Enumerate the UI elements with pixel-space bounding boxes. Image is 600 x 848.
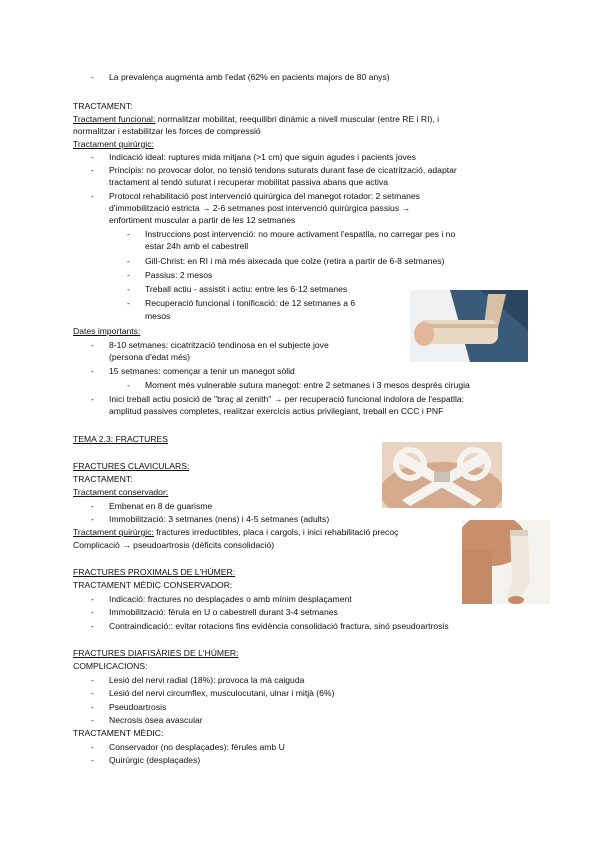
dash: - (91, 191, 94, 201)
clav-quir-label: Tractament quirúrgic: (73, 527, 154, 537)
clav-heading: FRACTURES CLAVICULARS: (73, 461, 190, 471)
dash: - (127, 270, 130, 280)
dash: - (91, 702, 94, 712)
clav-conservador-label: Tractament conservador: (73, 487, 169, 497)
list-item: d'immobilització estricta → 2-6 setmanes post intervenció quirúrgica passius → (109, 203, 411, 213)
dates-label: Dates importants: (73, 326, 141, 336)
list-item: tractament al tendó suturat i recuperar mobilitat passiva abans que activa (109, 177, 388, 187)
dash: - (91, 742, 94, 752)
arm-sling-photo (410, 290, 528, 362)
u-splint-photo (462, 520, 550, 604)
dash: - (91, 621, 94, 631)
list-item: Lesió del nervi radial (18%): provoca la mà caiguda (109, 675, 305, 685)
list-item: Protocol rehabilitació post intervenció quirúrgica del manegot rotador: 2 setmanes (109, 191, 420, 201)
prox-heading: FRACTURES PROXIMALS DE L'HÚMER: (73, 567, 236, 577)
list-item: enfortiment muscular a partir de les 12 setmanes (109, 215, 296, 225)
funcional-text: normalitzar mobilitat, reequilibri dinàmic a nivell muscular (entre RE i RI), i (155, 114, 440, 124)
diaf-heading: FRACTURES DIAFISÀRIES DE L'HÚMER: (73, 648, 239, 658)
dash: - (91, 715, 94, 725)
funcional-text-2: normalitzar i estabilitzar les forces de compressió (73, 126, 261, 136)
list-item: Inici treball actiu posició de "braç al zenith" → per recuperació funcional indolora de l'espatlla: (109, 394, 465, 404)
clav-quir-line (73, 527, 398, 538)
list-item: Conservador (no desplaçades): fèrules amb U (109, 742, 285, 752)
tractament-heading: TRACTAMENT: (73, 101, 133, 111)
list-item: Pseudoartrosis (109, 702, 167, 712)
dash: - (91, 755, 94, 765)
sub-item: Passius: 2 mesos (145, 270, 213, 280)
dash: - (91, 501, 94, 511)
diaf-compl: COMPLICACIONS: (73, 661, 148, 671)
clav-tract: TRACTAMENT: (73, 474, 133, 484)
dash: - (91, 394, 94, 404)
list-item: Indicació: fractures no desplaçades o amb mínim desplaçament (109, 594, 352, 604)
sub-item: estar 24h amb el cabestrell (145, 241, 249, 251)
sub-item: Moment més vulnerable sutura manegot: entre 2 setmanes i 3 mesos després cirugia (145, 380, 470, 390)
dash: - (91, 152, 94, 162)
sub-item: Instruccions post intervenció: no moure activament l'espatlla, no carregar pes i no (145, 229, 456, 239)
list-item: 8-10 setmanes: cicatrització tendinosa en el subjecte jove (109, 340, 329, 350)
list-item: 15 setmanes: començar a tenir un manegot sòlid (109, 366, 295, 376)
list-item: (persona d'edat més) (109, 352, 190, 362)
dash: - (127, 229, 130, 239)
clav-quir-text: fractures irreductibles, placa i cargols, i inici rehabilitació precoç (153, 527, 399, 537)
list-item: amplitud passives completes, realitzar exercicis actius privilegiant, treball en CCC i PNF (109, 406, 444, 416)
clav-complicacio: Complicació → pseudoartrosis (dèficits consolidació) (73, 540, 275, 550)
dash: - (91, 607, 94, 617)
list-item: Quirúrgic (desplaçades) (109, 755, 201, 765)
dash: - (127, 380, 130, 390)
tema-heading: TEMA 2.3: FRACTURES (73, 434, 169, 444)
dash: - (91, 165, 94, 175)
intro-bullet: La prevalença augmenta amb l'edat (62% en pacients majors de 80 anys) (109, 72, 390, 82)
dash: - (127, 298, 130, 308)
list-item: Principis: no provocar dolor, no tensió tendons suturats durant fase de cicatrització, adaptar (109, 165, 457, 175)
prox-tract: TRACTAMENT MÈDIC CONSERVADOR: (73, 580, 233, 590)
quirurgic-label: Tractament quirúrgic: (73, 139, 154, 149)
dash: - (91, 366, 94, 376)
dash: - (91, 688, 94, 698)
dash: - (91, 514, 94, 524)
list-item: Indicació ideal: ruptures mida mitjana (>1 cm) que siguin agudes i pacients joves (109, 152, 416, 162)
sub-item: mesos (145, 311, 171, 321)
dash: - (91, 675, 94, 685)
dash: - (91, 340, 94, 350)
dash: - (91, 594, 94, 604)
figure-eight-bandage-photo (382, 442, 502, 508)
dash: - (91, 72, 94, 82)
sub-item: Gill-Christ: en RI i mà més aixecada que colze (retira a partir de 6-8 setmanes) (145, 256, 445, 266)
list-item: Immobilització: 3 setmanes (nens) i 4-5 setmanes (adults) (109, 514, 330, 524)
list-item: Contraindicació:: evitar rotacions fins evidència consolidació fractura, sinó pseudoartrosis (109, 621, 449, 631)
dash: - (127, 256, 130, 266)
list-item: Embenat en 8 de guarisme (109, 501, 213, 511)
sub-item: Treball actiu - assistit i actiu: entre les 6-12 setmanes (145, 284, 348, 294)
dash: - (127, 284, 130, 294)
list-item: Immobilització: fèrula en U o cabestrell durant 3-4 setmanes (109, 607, 338, 617)
funcional-label: Tractament funcional: (73, 114, 156, 124)
list-item: Necrosis òsea avascular (109, 715, 203, 725)
funcional-line (73, 114, 439, 125)
sub-item: Recuperació funcional i tonificació: de 12 setmanes a 6 (145, 298, 356, 308)
diaf-tract: TRACTAMENT MÈDIC: (73, 728, 164, 738)
list-item: Lesió del nervi circumflex, musculocutani, ulnar i mitjà (6%) (109, 688, 335, 698)
